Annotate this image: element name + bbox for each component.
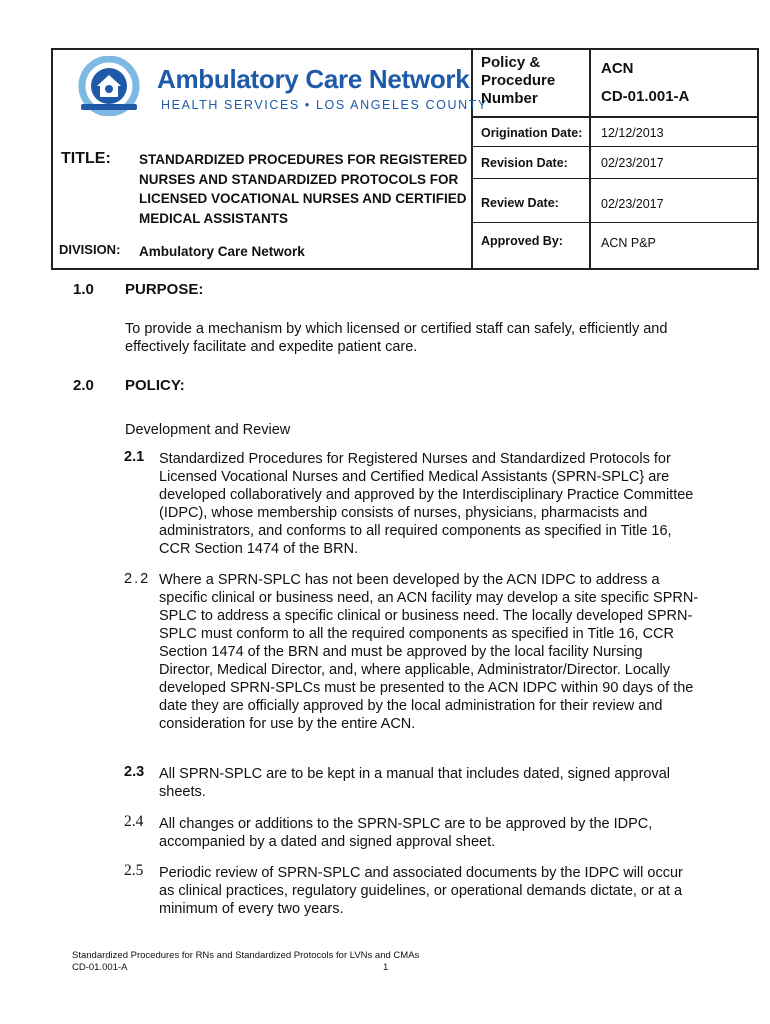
list-item-number: 2.3 bbox=[124, 764, 145, 780]
section-heading-policy: POLICY: bbox=[125, 377, 185, 394]
list-item-text: Standardized Procedures for Registered Nurses and Standardized Protocols for Licensed Vocational Nurses and Certified Medical Assistants (SPRN-SPLC} are developed collaboratively and approved by the Interdisciplinary Practice Committee (IDPC), whose membership consists of nurses, physicians, pharmacists and administrators, and conforms to all required components as specified in Title 16, CCR Section 1474 of the BRN. bbox=[159, 451, 694, 557]
review-value: 02/23/2017 bbox=[601, 197, 664, 211]
logo-subtitle: HEALTH SERVICES • LOS ANGELES COUNTY bbox=[161, 98, 488, 112]
row-divider bbox=[471, 146, 757, 147]
policy-number-label: Policy & Procedure Number bbox=[481, 54, 556, 107]
division-label: DIVISION: bbox=[59, 242, 121, 257]
division-value: Ambulatory Care Network bbox=[139, 244, 305, 259]
page-footer bbox=[72, 950, 419, 974]
list-item-text: All changes or additions to the SPRN-SPLC are to be approved by the IDPC, accompanied by a dated and signed approval sheet. bbox=[159, 816, 653, 850]
row-divider bbox=[471, 222, 757, 223]
policy-number-value: CD-01.001-A bbox=[601, 88, 690, 105]
list-item-number: 2.5 bbox=[124, 862, 144, 879]
acn-logo bbox=[69, 56, 488, 116]
section-heading-purpose: PURPOSE: bbox=[125, 281, 204, 298]
list-item-number: 2.2 bbox=[124, 571, 151, 587]
document-title: STANDARDIZED PROCEDURES FOR REGISTERED NURSES AND STANDARDIZED PROTOCOLS FOR LICENSED VOCATIONAL NURSES AND CERTIFIED MEDICAL ASSISTANTS bbox=[139, 152, 468, 226]
org-label: ACN bbox=[601, 60, 634, 77]
approved-label: Approved By: bbox=[481, 234, 563, 248]
footer-doc-number: CD-01.001-A bbox=[72, 962, 128, 973]
logo-name: Ambulatory Care Network bbox=[157, 64, 470, 94]
revision-value: 02/23/2017 bbox=[601, 156, 664, 170]
policy-header-table bbox=[51, 48, 759, 270]
column-divider bbox=[589, 50, 591, 268]
review-label: Review Date: bbox=[481, 196, 559, 210]
list-item-text: All SPRN-SPLC are to be kept in a manual that includes dated, signed approval sheets. bbox=[159, 766, 671, 800]
approved-value: ACN P&P bbox=[601, 236, 656, 250]
list-item-text: Periodic review of SPRN-SPLC and associated documents by the IDPC will occur as clinical practices, regulatory guidelines, or operational demands dictate, or at a minimum of every two years. bbox=[159, 865, 683, 917]
acn-emblem-icon bbox=[69, 56, 149, 116]
origination-label: Origination Date: bbox=[481, 126, 583, 140]
section-number: 2.0 bbox=[73, 377, 94, 394]
list-item-number: 2.1 bbox=[124, 449, 145, 465]
footer-title: Standardized Procedures for RNs and Standardized Protocols for LVNs and CMAs bbox=[72, 950, 420, 961]
origination-value: 12/12/2013 bbox=[601, 126, 664, 140]
row-divider bbox=[471, 178, 757, 179]
section-number: 1.0 bbox=[73, 281, 94, 298]
policy-subheading: Development and Review bbox=[125, 422, 291, 438]
list-item-text: Where a SPRN-SPLC has not been developed by the ACN IDPC to address a specific clinical or business need, an ACN facility may develop a site specific SPRN-SPLC to address a specific clinical or business need. The locally developed SPRN-SPLC must conform to all the required components as specified in Title 16, CCR Section 1474 of the BRN and must be approved by the local facility Nursing Director, Medical Director, and, where applicable, Administrator/Director. Locally developed SPRN-SPLCs must be presented to the ACN IDPC within 90 days of the date they are officially approved by the local administration for their review and consideration for use by the entire ACN. bbox=[159, 572, 699, 732]
revision-label: Revision Date: bbox=[481, 156, 568, 170]
list-item-number: 2.4 bbox=[124, 813, 144, 830]
purpose-text: To provide a mechanism by which licensed or certified staff can safely, efficiently and effectively facilitate and expedite patient care. bbox=[125, 321, 668, 355]
title-label: TITLE: bbox=[61, 150, 111, 167]
page-number: 1 bbox=[383, 962, 389, 973]
row-divider bbox=[471, 116, 757, 118]
